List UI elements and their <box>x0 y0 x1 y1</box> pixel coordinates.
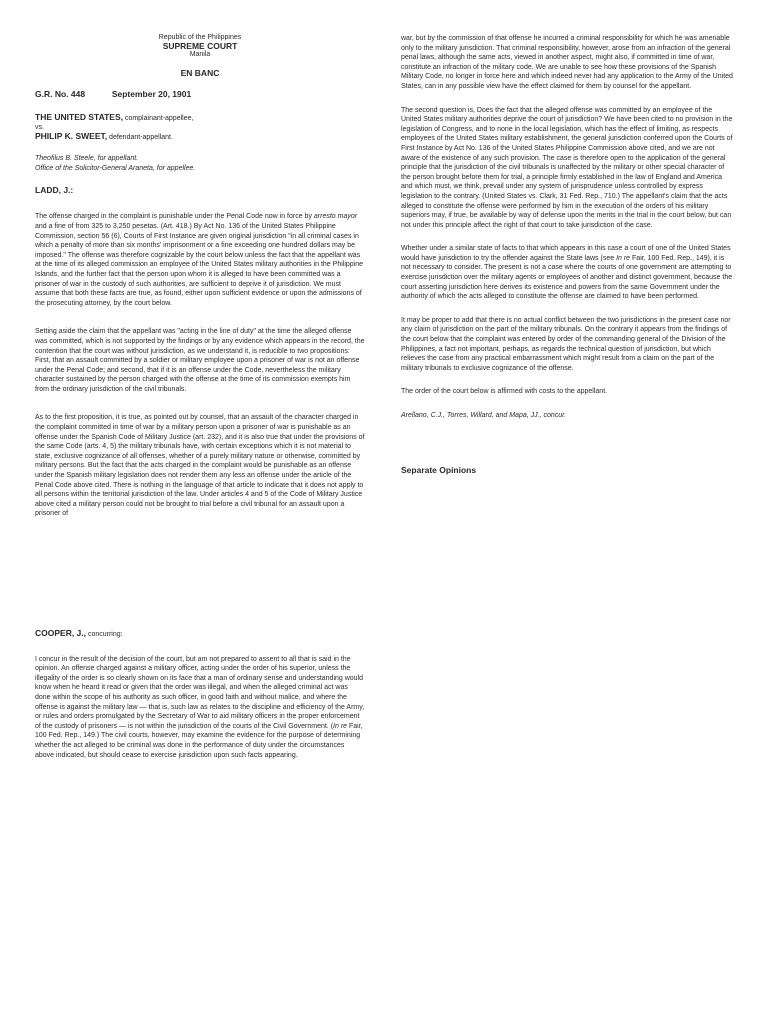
counsel-block <box>35 154 365 173</box>
paragraph-italic: In re <box>616 254 631 262</box>
counsel-appellant: Theofilus B. Steele, for appellant. <box>35 155 139 163</box>
paragraph-text: I concur in the result of the decision of the court, but am not prepared to assent to all that is said in the opinion. An offense charged against a military officer, acting under the order of his superior, unless the illegality of the order is so clearly shown on its face that a man of ordinary sense and understanding would know when he heard it read or given that the order was illegal, and when the alleged criminal act was done within the scope of his authority as such officer, in good faith and without malice, and where the offense is against the military law — that is, such law as relates to the discipline and efficiency of the Army, or rules and orders promulgated by the Secretary of War to aid military officers in the proper enforcement of the custody of prisoners — is not within the jurisdiction of the courts of the Civil Government. ( <box>35 655 365 730</box>
cooper-name: COOPER, J., <box>35 628 87 638</box>
en-banc-heading: EN BANC <box>180 68 220 78</box>
republic-line: Republic of the Philippines <box>158 34 242 41</box>
affirmation-paragraph: The order of the court below is affirmed with costs to the appellant. <box>401 388 608 396</box>
concurring-justices: Arellano, C.J., Torres, Willard, and Mapa, JJ., concur. <box>401 412 567 419</box>
plaintiff-name: THE UNITED STATES, <box>35 112 123 122</box>
decision-date: September 20, 1901 <box>111 89 192 99</box>
opinion-paragraph-5: The second question is, Does the fact that the alleged offense was committed by an employee of the United States military authorities deprive the court of jurisdiction? We have been cited to no provision in the legislation of Congress, and to none in the local legislation, which has the effect of limiting, as respects employees of the United States military establishment, the general jurisdiction conferred upon the Courts of First Instance by Act No. 136 of the United States Philippine Commission above cited, and we are not aware of the existence of any such provision. The case is therefore open to the application of the general principle that the jurisdiction of the civil tribunals is unaffected by the military or other special character of the person brought before them for trial, a principle firmly established in the law of England and America and which must, we think, prevail under any system of jurisprudence unless controlled by express legislation to the contrary. (United States vs. Clark, 31 Fed. Rep., 710.) The appellant's claim that the acts alleged to constitute the offense were performed by him in the execution of the orders of his military superiors may, if true, be available by way of defense upon the merits in the trial in the court below, but can not under this principle affect the right of that court to take jurisdiction of the case. <box>401 106 733 229</box>
court-name: SUPREME COURT <box>162 41 238 51</box>
cooper-paragraph <box>35 655 365 761</box>
right-column <box>401 34 733 475</box>
separate-opinions-heading: Separate Opinions <box>401 464 477 475</box>
counsel-appellee: Office of the Solicitor-General Araneta, for appellee. <box>35 164 196 172</box>
gr-number: G.R. No. 448 <box>35 89 86 99</box>
city-line: Manila <box>189 51 211 58</box>
case-number-line <box>35 89 365 99</box>
defendant-role: defendant-appellant. <box>107 133 173 141</box>
opinion-paragraph-1 <box>35 212 365 308</box>
opinion-paragraph-6 <box>401 244 733 302</box>
versus-label: vs. <box>35 123 44 131</box>
paragraph-text: Whether under a similar state of facts to that which appears in this case a court of one of the United States would have jurisdiction to try the offender against the State laws (see <box>401 245 731 262</box>
court-header <box>35 34 365 77</box>
ponente-heading: LADD, J.: <box>35 185 74 196</box>
opinion-paragraph-3: As to the first proposition, it is true, as pointed out by counsel, that an assault of the character charged in the complaint committed in time of war by a military person upon a prisoner of war is punishable as an offense under the Spanish Code of Military Justice (art. 232), and it is also true that under the provisions of the same Code (arts. 4, 5) the military tribunals have, with certain exceptions which it is not material to state, exclusive cognizance of all offenses, whether of a purely military nature or otherwise, committed by military persons. But the fact that the acts charged in the complaint would be punishable as an offense under the Spanish military legislation does not render them any less an offense under the article of the Penal Code above cited. There is nothing in the language of that article to indicate that it does not apply to all persons within the territorial jurisdiction of the law. Under articles 4 and 5 of the Code of Military Justice above cited a military person could not be brought to trial before a civil tribunal for an assault upon a prisoner of <box>35 414 365 518</box>
opinion-paragraph-2: Setting aside the claim that the appellant was "acting in the line of duty" at the time the alleged offense was committed, which is not supported by the findings or by any evidence which appears in the record, the contention that the court was without jurisdiction, as we understand it, is reducible to two propositions: First, that an assault committed by a soldier or military employee upon a prisoner of war is not an offense under the Penal Code; and second, that if it is an offense under the Code, nevertheless the military character sustained by the person charged with the offense at the time of its commission exempts him from the ordinary jurisdiction of the civil tribunals. <box>35 328 365 393</box>
defendant-name: PHILIP K. SWEET, <box>35 130 108 141</box>
plaintiff-role: complainant-appellee, <box>123 115 194 122</box>
paragraph-italic: arresto mayor <box>313 213 358 221</box>
cooper-role: concurring: <box>86 631 123 638</box>
case-title <box>35 112 365 142</box>
left-column <box>35 34 365 519</box>
paragraph-text: and a fine of from 325 to 3,250 pesetas. (Art. 418.) By Act No. 136 of the United States Philippine Commission, section 56 (6), Courts of First Instance are given original jurisdiction "in all criminal cases in which a penalty of more than six months' imprisonment or a fine exceeding one hundred dollars may be imposed." The offense was therefore cognizable by the court below unless the fact that the appellant was at the time of its alleged commission an employee of the United States military authorities in the Philippine Islands, and the further fact that the person upon whom it is alleged to have been committed was a prisoner of war in the custody of such authorities, are sufficient to deprive it of jurisdiction. We must assume that both these facts are true, as found, either upon sufficient evidence or upon the admissions of the prosecuting attorney, by the court below. <box>35 222 364 307</box>
paragraph-text: Fair, 100 Fed. Rep., 149), it is not necessary to consider. The present is not a case where the courts of one government are attempting to exercise jurisdiction over the military agents or employees of another and distinct government, because the court asserting jurisdiction here derives its existence and powers from the same Government under the authority of which the acts alleged to constitute the offense are claimed to have been performed. <box>401 254 733 301</box>
paragraph-text: Fair, 100 Fed. Rep., 149.) The civil courts, however, may examine the evidence for the purpose of determining whether the act alleged to be criminal was done in the performance of duty under the circumstances above indicated, but should cease to exercise jurisdiction upon such facts appearing. <box>35 722 363 759</box>
opinion-paragraph-7: It may be proper to add that there is no actual conflict between the two jurisdictions in the present case nor any claim of jurisdiction on the part of the military tribunals. On the contrary it appears from the findings of the court below that the complaint was entered by order of the commanding general of the Division of the Philippines, a fact not important, perhaps, as regards the technical question of jurisdiction, but which relieves the case from any practical embarrassment which might result from a claim on the part of the military tribunals to exclusive cognizance of the offense. <box>401 316 731 372</box>
opinion-paragraph-4: war, but by the commission of that offense he incurred a criminal responsibility for which he was amenable only to the military jurisdiction. That criminal responsibility, however, arose from an infraction of the general penal laws, although the same acts, viewed in another aspect, might also, if committed in time of war, constitute an infraction of the military code. We are unable to see how these provisions of the Spanish Military Code, no longer in force here and which indeed never had any application to the Army of the United States, can in any possible view have the effect claimed for them by counsel for the appellant. <box>401 35 733 90</box>
paragraph-text: The offense charged in the complaint is punishable under the Penal Code now in force by <box>35 213 314 221</box>
cooper-opinion <box>35 628 365 760</box>
paragraph-italic: In re <box>333 722 348 730</box>
cooper-heading <box>35 628 365 640</box>
